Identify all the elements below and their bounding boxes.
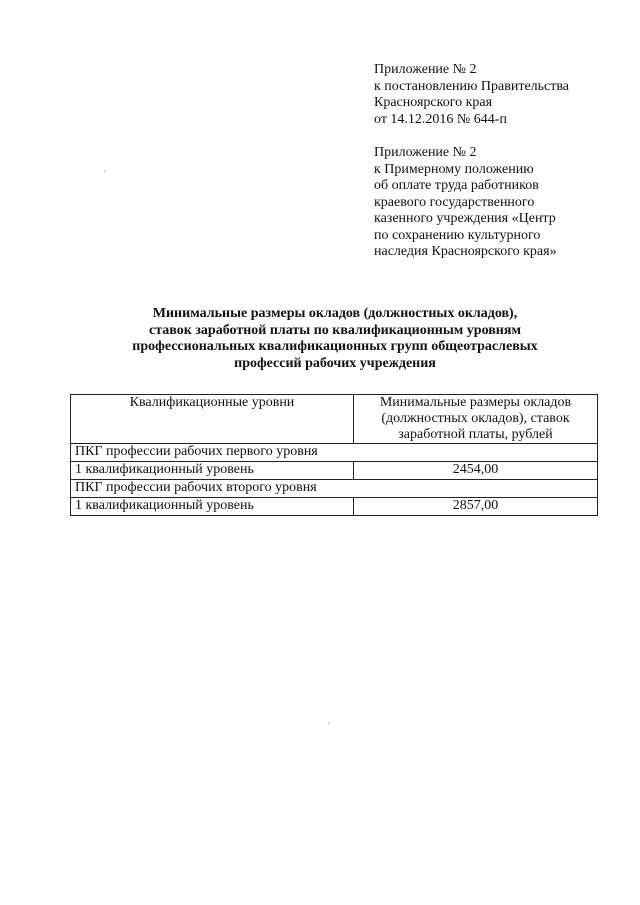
amount-cell: 2857,00 (354, 498, 598, 516)
group-cell: ПКГ профессии рабочих второго уровня (71, 480, 598, 498)
table-row (71, 498, 598, 516)
scan-speck (104, 171, 105, 172)
header-qualification-levels: Квалификационные уровни (71, 395, 354, 444)
appendix-regulation-line: краевого государственного (374, 194, 535, 210)
table-row (71, 462, 598, 480)
document-title-line: Минимальные размеры окладов (должностных окладов), (152, 306, 518, 321)
table-group-row (71, 480, 598, 498)
appendix-regulation-line: наследия Красноярского края» (374, 244, 557, 259)
document-title-line: профессий рабочих учреждения (234, 355, 436, 371)
level-cell: 1 квалификационный уровень (71, 498, 354, 516)
appendix-decree-line: Красноярского края (374, 95, 493, 110)
appendix-regulation-line: казенного учреждения «Центр (374, 211, 556, 226)
document-title (70, 306, 600, 372)
amount-cell: 2454,00 (354, 462, 598, 480)
header-minimum-salary: Минимальные размеры окладов (должностных окладов), ставок заработной платы, рублей (354, 395, 598, 444)
appendix-regulation-line: к Примерному положению (374, 161, 534, 177)
group-cell: ПКГ профессии рабочих первого уровня (71, 444, 598, 462)
appendix-decree-line: Приложение № 2 (374, 62, 477, 77)
table-header-row (71, 395, 598, 444)
scan-speck (328, 723, 329, 724)
level-cell: 1 квалификационный уровень (71, 462, 354, 480)
document-title-line: профессиональных квалификационных групп общеотраслевых (132, 339, 538, 354)
appendix-decree-line: от 14.12.2016 № 644-п (374, 111, 507, 127)
appendix-regulation-line: по сохранению культурного (374, 227, 541, 243)
document-title-line: ставок заработной платы по квалификационным уровням (149, 322, 521, 338)
appendix-decree-line: к постановлению Правительства (374, 78, 570, 94)
appendix-decree-block (374, 62, 624, 128)
salary-table (70, 394, 598, 516)
table-group-row (71, 444, 598, 462)
appendix-regulation-line: об оплате труда работников (374, 178, 539, 193)
appendix-regulation-line: Приложение № 2 (374, 145, 477, 160)
appendix-regulation-block (374, 145, 624, 261)
